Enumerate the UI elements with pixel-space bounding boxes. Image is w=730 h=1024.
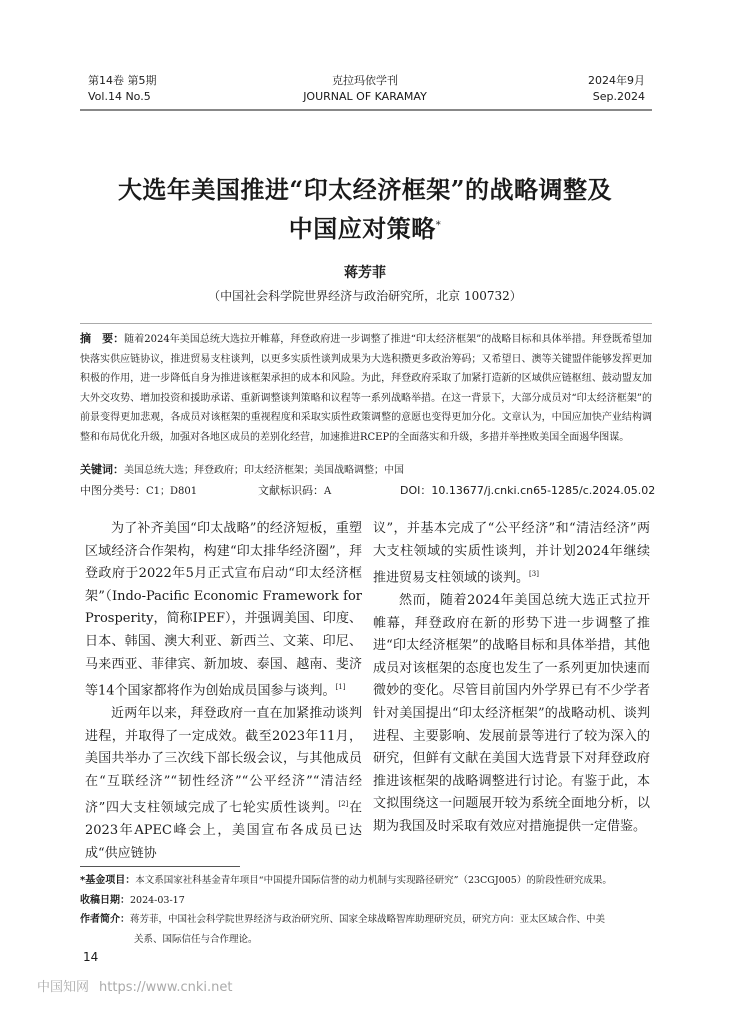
abstract-label: 摘 要： [80, 332, 125, 345]
bio-text-cont: 关系、国际信任与合作理论。 [134, 933, 258, 945]
journal-cn: 克拉玛依学刊 [332, 74, 398, 87]
paragraph-text: 然而，随着2024年美国总统大选正式拉开帷幕，拜登政府在新的形势下进一步调整了推进“印太经济框架”的战略目标和具体举措，其他成员对该框架的态度也发生了一系列更加快速而微妙的变化。尽管目前国内外学界已有不少学者针对美国提出“印太经济框架”的战略动机、谈判进程、主要影响、发展前景等进行了较为深入的研究，但鲜有文献在美国大选背景下对拜登政府推进该框架的战略调整进行讨论。有鉴于此，本文拟围绕这一问题展开较为系统全面地分析，以期为我国及时采取有效应对措施提供一定借鉴。 [373, 593, 650, 835]
affiliation: （中国社会科学院世界经济与政治研究所，北京 100732） [208, 289, 522, 303]
journal-en: JOURNAL OF KARAMAY [303, 90, 427, 103]
document-code [258, 482, 331, 498]
keywords-text: 美国总统大选；拜登政府；印太经济框架；美国战略调整；中国 [124, 465, 404, 476]
abstract [80, 329, 652, 447]
body-right-column [373, 518, 650, 839]
volume-cn: 第14卷 第5期 [88, 74, 157, 87]
paper-title [0, 172, 730, 247]
doi-value: 10.13677/j.cnki.cn65-1285/c.2024.05.02 [431, 484, 656, 497]
date-en: Sep.2024 [592, 90, 645, 103]
keywords [80, 461, 404, 477]
paragraph [373, 518, 650, 590]
title-line-1: 大选年美国推进“印太经济框架”的战略调整及 [117, 175, 613, 204]
doi-label: DOI： [400, 484, 432, 497]
paragraph [85, 703, 362, 865]
classification [80, 482, 197, 498]
author: 蒋芳菲 [344, 265, 386, 281]
paragraph [373, 590, 650, 839]
title-line-2: 中国应对策略 [288, 214, 436, 243]
keywords-label: 关键词： [80, 463, 124, 476]
header-date [588, 73, 645, 105]
volume-en: Vol.14 No.5 [88, 90, 151, 103]
paragraph [85, 518, 362, 703]
body-left-column [85, 518, 362, 866]
header-divider [80, 109, 652, 111]
citation-ref[interactable]: [2] [338, 800, 349, 809]
abstract-divider [80, 323, 652, 324]
bio-text: 蒋芳菲，中国社会科学院世界经济与政治研究所、国家全球战略智库助理研究员，研究方向：亚太区域合作、中美 [130, 914, 606, 925]
cnki-watermark [37, 976, 242, 995]
document-code-value: A [324, 486, 332, 497]
fund-text: 本文系国家社科基金青年项目“中国提升国际信誉的动力机制与实现路径研究”（23CGJ005）的阶段性研究成果。 [135, 875, 612, 886]
page-number: 14 [83, 950, 99, 964]
citation-ref[interactable]: [3] [529, 570, 539, 579]
classification-label: 中图分类号： [80, 484, 146, 497]
received-label: 收稿日期： [80, 894, 130, 906]
cnki-url[interactable]: https://www.cnki.net [99, 980, 233, 995]
bio-label: 作者简介： [80, 914, 130, 925]
abstract-text: 随着2024年美国总统大选拉开帷幕，拜登政府进一步调整了推进“印太经济框架”的战略目标和具体举措。拜登既希望加快落实供应链协议，推进贸易支柱谈判，以更多实质性谈判成果为大选积攒更多政治筹码；又希望日、澳等关键盟伴能够发挥更加积极的作用，进一步降低自身为推进该框架承担的成本和风险。为此，拜登政府采取了加紧打造新的区域供应链枢纽、鼓动盟友加大外交攻势、增加投资和援助承诺、重新调整谈判策略和议程等一系列战略举措。在这一背景下，大部分成员对“印太经济框架”的前景变得更加悲观，各成员对该框架的重视程度和采取实质性政策调整的意愿也变得更加分化。文章认为，中国应加快产业结构调整和布局优化升级，加强对各地区成员的差别化经营，加速推进RCEP的全面落实和升级，多措并举挫败美国全面遏华图谋。 [80, 334, 652, 443]
footnotes [80, 871, 655, 949]
doi [400, 482, 655, 498]
citation-ref[interactable]: [1] [335, 683, 346, 692]
classification-value: C1；D801 [146, 486, 198, 497]
paragraph-text: 近两年以来，拜登政府一直在加紧推动谈判进程，并取得了一定成效。截至2023年11月，美国共举办了三次线下部长级会议，与其他成员在“互联经济”“韧性经济”“公平经济”“清洁经济”四大支柱领域完成了七轮实质性谈判。 [85, 706, 362, 816]
paragraph-text: 议”，并基本完成了“公平经济”和“清洁经济”两大支柱领域的实质性谈判，并计划2024年继续推进贸易支柱领域的谈判。 [373, 521, 650, 586]
paragraph-text: 在2023年APEC峰会上，美国宣布各成员已达成“供应链协 [85, 800, 362, 861]
footnote-divider [80, 866, 240, 867]
cnki-brand: 中国知网 [37, 980, 90, 995]
fund-label: *基金项目： [80, 875, 136, 886]
received-date: 2024-03-17 [130, 894, 185, 906]
date-cn: 2024年9月 [588, 74, 645, 87]
title-footnote-mark: * [435, 220, 442, 231]
paragraph-text: 为了补齐美国“印太战略”的经济短板，重塑区域经济合作架构，构建“印太排华经济圈”，拜登政府于2022年5月正式宣布启动“印太经济框架”（Indo-Pacific Economic Framework for Prosperity，简称IPEF），并强调美国、印度、日本、韩国、澳大利亚、新西兰、文莱、印尼、马来西亚、菲律宾、新加坡、泰国、越南、斐济等14个国家都将作为创始成员国参与谈判。 [85, 521, 362, 699]
document-code-label: 文献标识码： [258, 484, 324, 497]
